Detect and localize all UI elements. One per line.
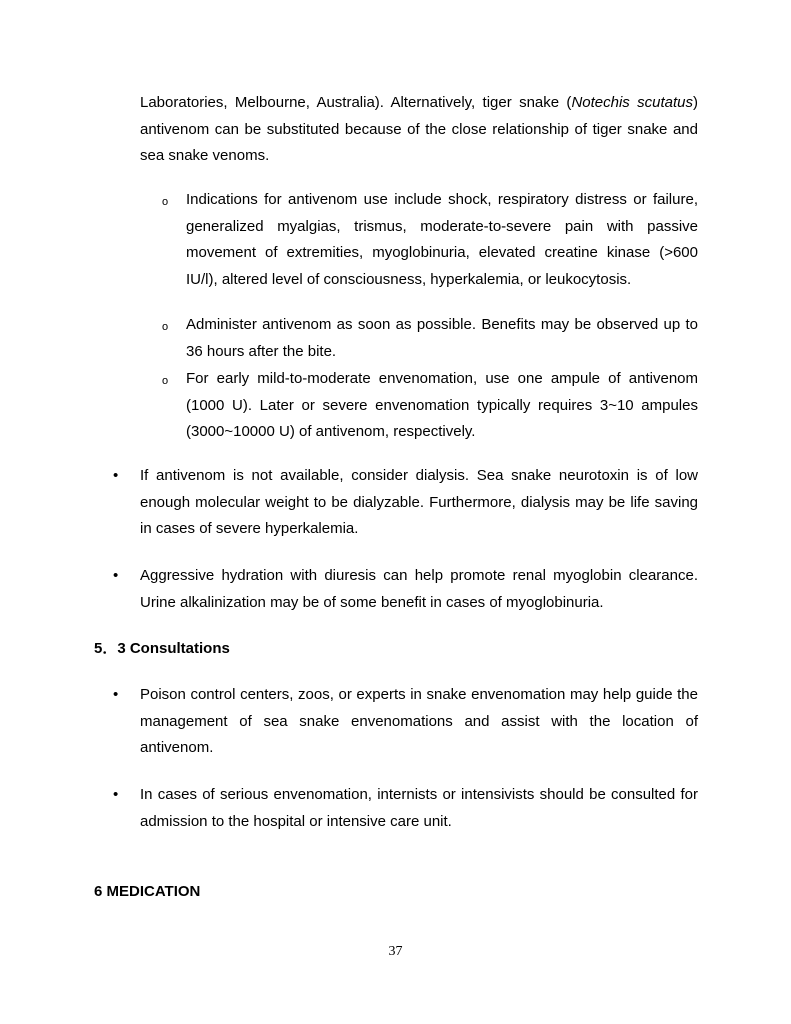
sub-bullet-marker: o [162,375,169,387]
bullet-marker: • [113,686,119,703]
sub-list-item-indications: Indications for antivenom use include shock, respiratory distress or failure, generalized myalgias, trismus, moderate-to-severe pain with passive movement of extremities, myoglobinuria, elevated creatine kinase (>600 IU/l), altered level of consciousness, hyperkalemia, or leukocytosis. [186,191,698,288]
page-number: 37 [388,944,403,959]
sub-list-item-dosing: For early mild-to-moderate envenomation, use one ampule of antivenom (1000 U). Later or severe envenomation typically requires 3~10 ampules (3000~10000 U) of antivenom, respectively. [186,370,698,440]
sub-bullet-marker: o [162,321,169,333]
list-item-dialysis: If antivenom is not available, consider dialysis. Sea snake neurotoxin is of low enough molecular weight to be dialyzable. Furthermore, dialysis may be life saving in cases of severe hyperkalemia. [140,467,698,537]
section-heading-consultations: 5．3 Consultations [94,640,230,657]
sub-list-item-administer: Administer antivenom as soon as possible. Benefits may be observed up to 36 hours after the bite. [186,316,698,360]
list-item-poison-control: Poison control centers, zoos, or experts in snake envenomation may help guide the management of sea snake envenomations and assist with the location of antivenom. [140,686,698,756]
bullet-marker: • [113,567,119,584]
intro-text-1: Laboratories, Melbourne, Australia). Alternatively, tiger snake ( [140,94,572,111]
intro-paragraph [140,90,698,170]
section-heading-medication: 6 MEDICATION [94,883,201,900]
list-item-hydration: Aggressive hydration with diuresis can help promote renal myoglobin clearance. Urine alkalinization may be of some benefit in cases of myoglobinuria. [140,567,698,611]
intro-text-2: ) antivenom can be substituted because of the close relationship of tiger snake and sea snake venoms. [140,94,698,164]
bullet-marker: • [113,786,119,803]
list-item-serious-envenomation: In cases of serious envenomation, internists or intensivists should be consulted for admission to the hospital or intensive care unit. [140,786,698,830]
intro-italic-species: Notechis scutatus [571,94,693,111]
bullet-marker: • [113,467,119,484]
sub-bullet-marker: o [162,196,169,208]
